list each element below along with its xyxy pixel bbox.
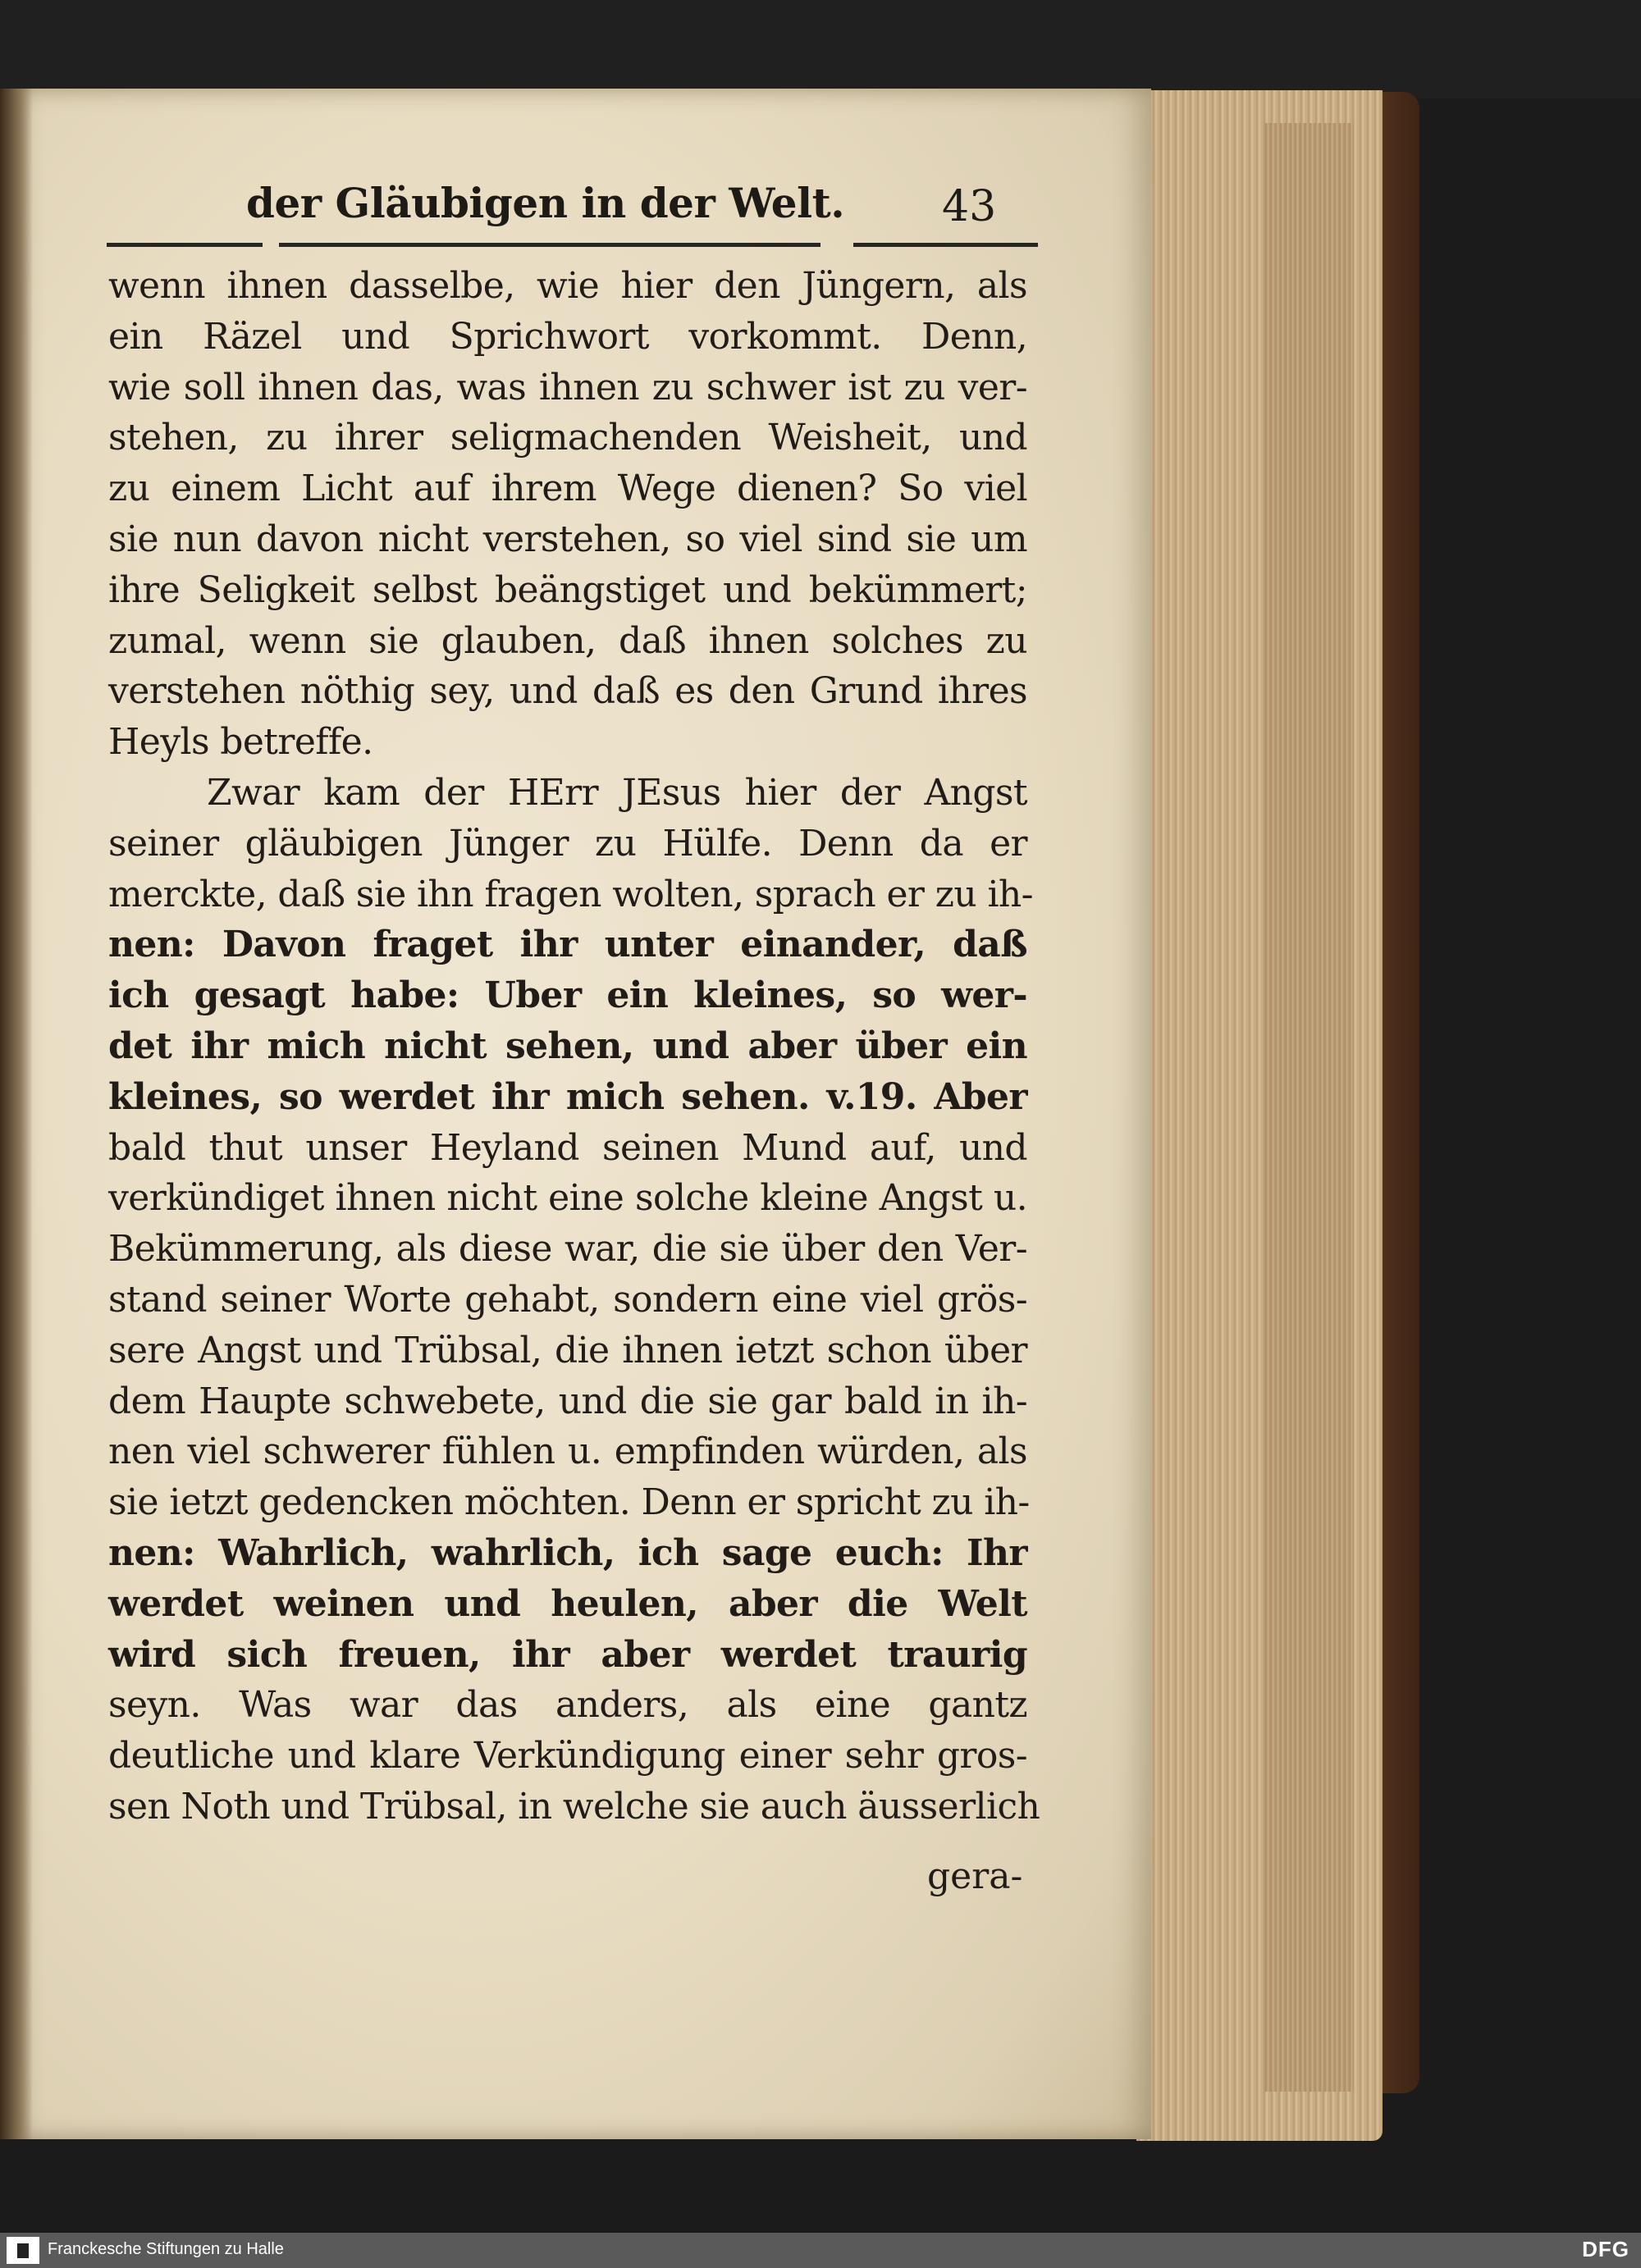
background [0, 0, 1641, 98]
page-number: 43 [942, 182, 997, 231]
text-line: deutliche und klare Verkündigung einer sehr gros- [108, 1735, 1027, 1777]
text-line: sie ietzt gedencken möchten. Denn er spricht zu ih- [108, 1481, 1030, 1524]
header-rule-left [107, 243, 263, 247]
text-line: merckte, daß sie ihn fragen wolten, sprach er zu ih- [108, 873, 1033, 915]
institution-logo-icon [7, 2237, 39, 2264]
text-line: verkündiget ihnen nicht eine solche kleine Angst u. [108, 1177, 1027, 1220]
header-rule-right [853, 243, 1038, 247]
text-line: stand seiner Worte gehabt, sondern eine viel grös- [108, 1278, 1027, 1321]
text-line: sen Noth und Trübsal, in welche sie auch äusserlich [108, 1785, 1040, 1828]
text-line: Bekümmerung, als diese war, die sie über den Ver- [108, 1228, 1027, 1271]
text-line: bald thut unser Heyland seinen Mund auf, und [108, 1126, 1027, 1169]
text-line: nen: Davon fraget ihr unter einander, daß [108, 924, 1027, 966]
text-line: sie nun davon nicht verstehen, so viel sind sie um [108, 518, 1027, 560]
text-line: kleines, so werdet ihr mich sehen. v.19. Aber [108, 1075, 1027, 1118]
text-line: ich gesagt habe: Uber ein kleines, so wer- [108, 974, 1027, 1017]
text-line: wenn ihnen dasselbe, wie hier den Jüngern, als [108, 265, 1027, 307]
text-line: nen: Wahrlich, wahrlich, ich sage euch: Ihr [108, 1531, 1027, 1574]
institution-name: Franckesche Stiftungen zu Halle [48, 2240, 284, 2258]
text-line: seyn. Was war das anders, als eine gantz [108, 1684, 1027, 1727]
running-head: der Gläubigen in der Welt. [246, 179, 845, 227]
text-line: ein Räzel und Sprichwort vorkommt. Denn, [108, 315, 1027, 358]
text-line: nen viel schwerer fühlen u. empfinden würden, als [108, 1431, 1027, 1473]
text-line: sere Angst und Trübsal, die ihnen ietzt schon über [108, 1329, 1027, 1371]
text-line: zumal, wenn sie glauben, daß ihnen solches zu [108, 619, 1027, 662]
text-line: det ihr mich nicht sehen, und aber über ein [108, 1024, 1027, 1067]
text-line: Zwar kam der HErr JEsus hier der Angst [207, 771, 1027, 814]
page-edges-inner [1264, 123, 1354, 2092]
viewer-footer [0, 2233, 1641, 2268]
text-line: ihre Seligkeit selbst beängstiget und bekümmert; [108, 568, 1027, 611]
text-line: wird sich freuen, ihr aber werdet traurig [108, 1633, 1027, 1676]
text-line: seiner gläubigen Jünger zu Hülfe. Denn da er [108, 822, 1027, 865]
dfg-logo: DFG [1582, 2237, 1630, 2261]
text-line: werdet weinen und heulen, aber die Welt [108, 1582, 1027, 1625]
catchword: gera- [927, 1855, 1023, 1897]
text-line: zu einem Licht auf ihrem Wege dienen? So viel [108, 468, 1027, 510]
text-line: dem Haupte schwebete, und die sie gar bald in ih- [108, 1380, 1027, 1422]
header-rule-middle [279, 243, 820, 247]
body-text [108, 261, 1040, 1832]
text-line: stehen, zu ihrer seligmachenden Weisheit, und [108, 417, 1027, 459]
text-line: wie soll ihnen das, was ihnen zu schwer ist zu ver- [108, 366, 1027, 408]
text-line: verstehen nöthig sey, und daß es den Grund ihres [108, 670, 1027, 713]
gutter-shadow [0, 89, 33, 2139]
text-line: Heyls betreffe. [108, 721, 373, 764]
